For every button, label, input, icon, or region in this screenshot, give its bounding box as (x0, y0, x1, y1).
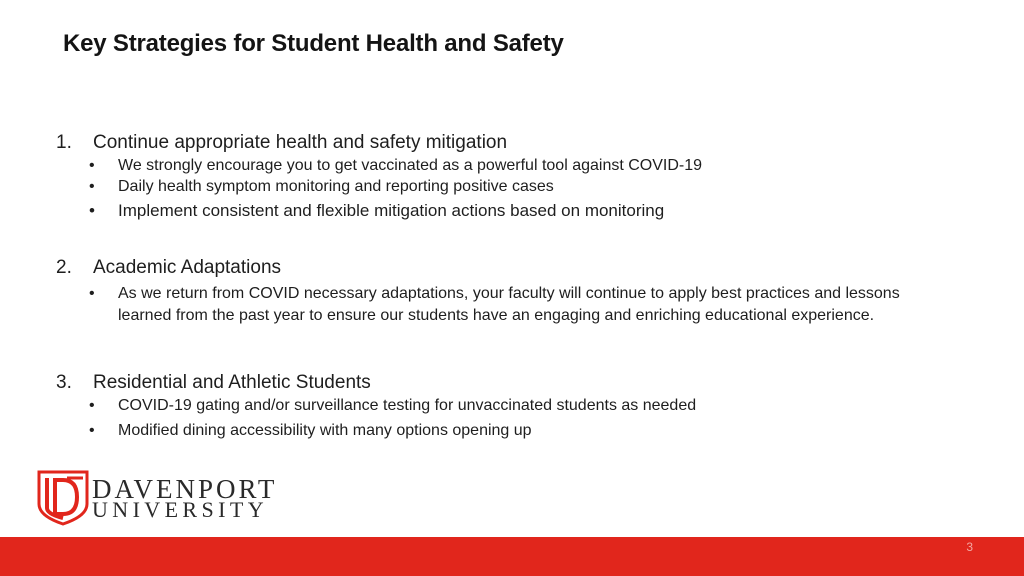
section-title: Academic Adaptations (93, 257, 282, 278)
slide-title: Key Strategies for Student Health and Safety (63, 30, 564, 57)
bullet-item: • As we return from COVID necessary adaptations, your faculty will continue to apply best practices and lessons learned from the past year to ensure our students have an engaging and enriching educational experience. (89, 285, 900, 324)
bullet-item: • COVID-19 gating and/or surveillance testing for unvaccinated students as needed (89, 397, 697, 414)
section-title: Continue appropriate health and safety mitigation (93, 132, 508, 153)
bullet-list (56, 283, 923, 326)
bullet-dot: • (89, 201, 95, 220)
section-heading (56, 256, 923, 280)
section-1 (56, 131, 702, 221)
section-3 (56, 371, 696, 441)
bullet-item: • Modified dining accessibility with many options opening up (89, 422, 532, 439)
logo-wordmark-line1: DAVENPORT (92, 474, 278, 504)
section-number: 2. (56, 257, 72, 278)
bullet-dot: • (89, 178, 95, 195)
bullet-dot: • (89, 397, 95, 414)
bullet-dot: • (89, 285, 95, 302)
section-2 (56, 256, 923, 326)
section-heading (56, 371, 696, 395)
bullet-dot: • (89, 422, 95, 439)
davenport-shield-icon (37, 470, 89, 526)
section-title: Residential and Athletic Students (93, 372, 371, 393)
logo-wordmark-line2: UNIVERSITY (92, 497, 268, 522)
page-number: 3 (966, 540, 973, 554)
footer-bar (0, 537, 1024, 576)
bullet-item: • Implement consistent and flexible mitigation actions based on monitoring (89, 201, 665, 220)
section-number: 1. (56, 132, 72, 153)
bullet-item: • We strongly encourage you to get vaccinated as a powerful tool against COVID-19 (89, 157, 703, 174)
section-number: 3. (56, 372, 72, 393)
section-heading (56, 131, 702, 155)
bullet-list (56, 155, 702, 221)
davenport-logo (37, 470, 277, 526)
bullet-dot: • (89, 157, 95, 174)
bullet-item: • Daily health symptom monitoring and reporting positive cases (89, 178, 554, 195)
bullet-list (56, 395, 696, 441)
